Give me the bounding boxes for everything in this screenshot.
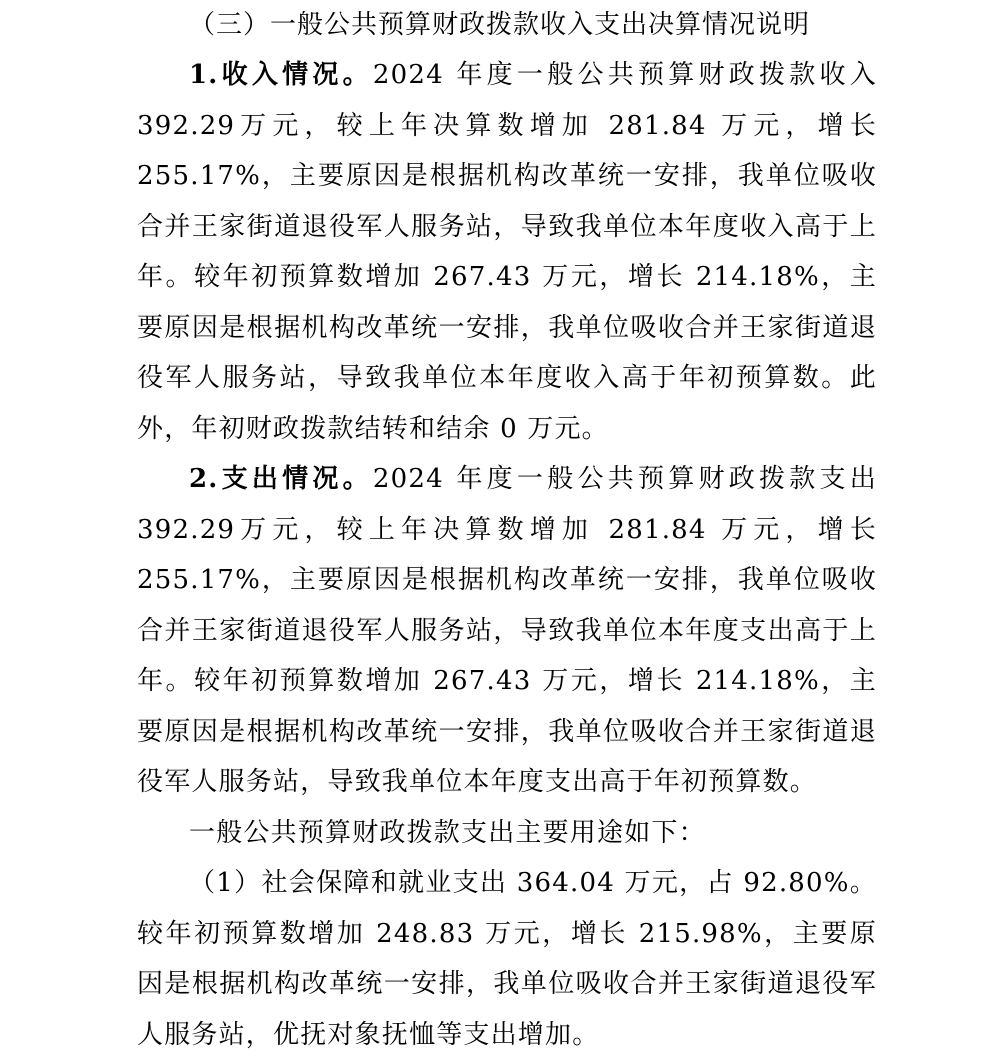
income-label: 1.收入情况。 bbox=[189, 60, 373, 90]
income-text: 2024 年度一般公共预算财政拨款收入 392.29万元，较上年决算数增加 281.84 万元，增长 255.17%，主要原因是根据机构改革统一安排，我单位吸收合并王家街道退役军人服务站，导致我单位本年度收入高于上年。较年初预算数增加 267.43 万元，增长 214.18%，主要原因是根据机构改革统一安排，我单位吸收合并王家街道退役军人服务站，导致我单位本年度收入高于年初预算数。此外，年初财政拨款结转和结余 0 万元。 bbox=[137, 60, 878, 444]
item-1-paragraph: （1）社会保障和就业支出 364.04 万元，占 92.80%。较年初预算数增加 248.83 万元，增长 215.98%，主要原因是根据机构改革统一安排，我单位吸收合并王家街道退役军人服务站，优抚对象抚恤等支出增加。 bbox=[137, 868, 877, 1050]
expenditure-label: 2.支出情况。 bbox=[189, 464, 373, 494]
section-title: （三）一般公共预算财政拨款收入支出决算情况说明 bbox=[189, 10, 811, 40]
expenditure-paragraph bbox=[137, 454, 877, 808]
usage-intro: 一般公共预算财政拨款支出主要用途如下： bbox=[189, 817, 706, 848]
income-paragraph bbox=[137, 50, 877, 454]
document-page bbox=[137, 0, 877, 1060]
expenditure-text: 2024 年度一般公共预算财政拨款支出 392.29万元，较上年决算数增加 281.84 万元，增长 255.17%，主要原因是根据机构改革统一安排，我单位吸收合并王家街道退役军人服务站，导致我单位本年度支出高于上年。较年初预算数增加 267.43 万元，增长 214.18%，主要原因是根据机构改革统一安排，我单位吸收合并王家街道退役军人服务站，导致我单位本年度支出高于年初预算数。 bbox=[137, 464, 878, 797]
